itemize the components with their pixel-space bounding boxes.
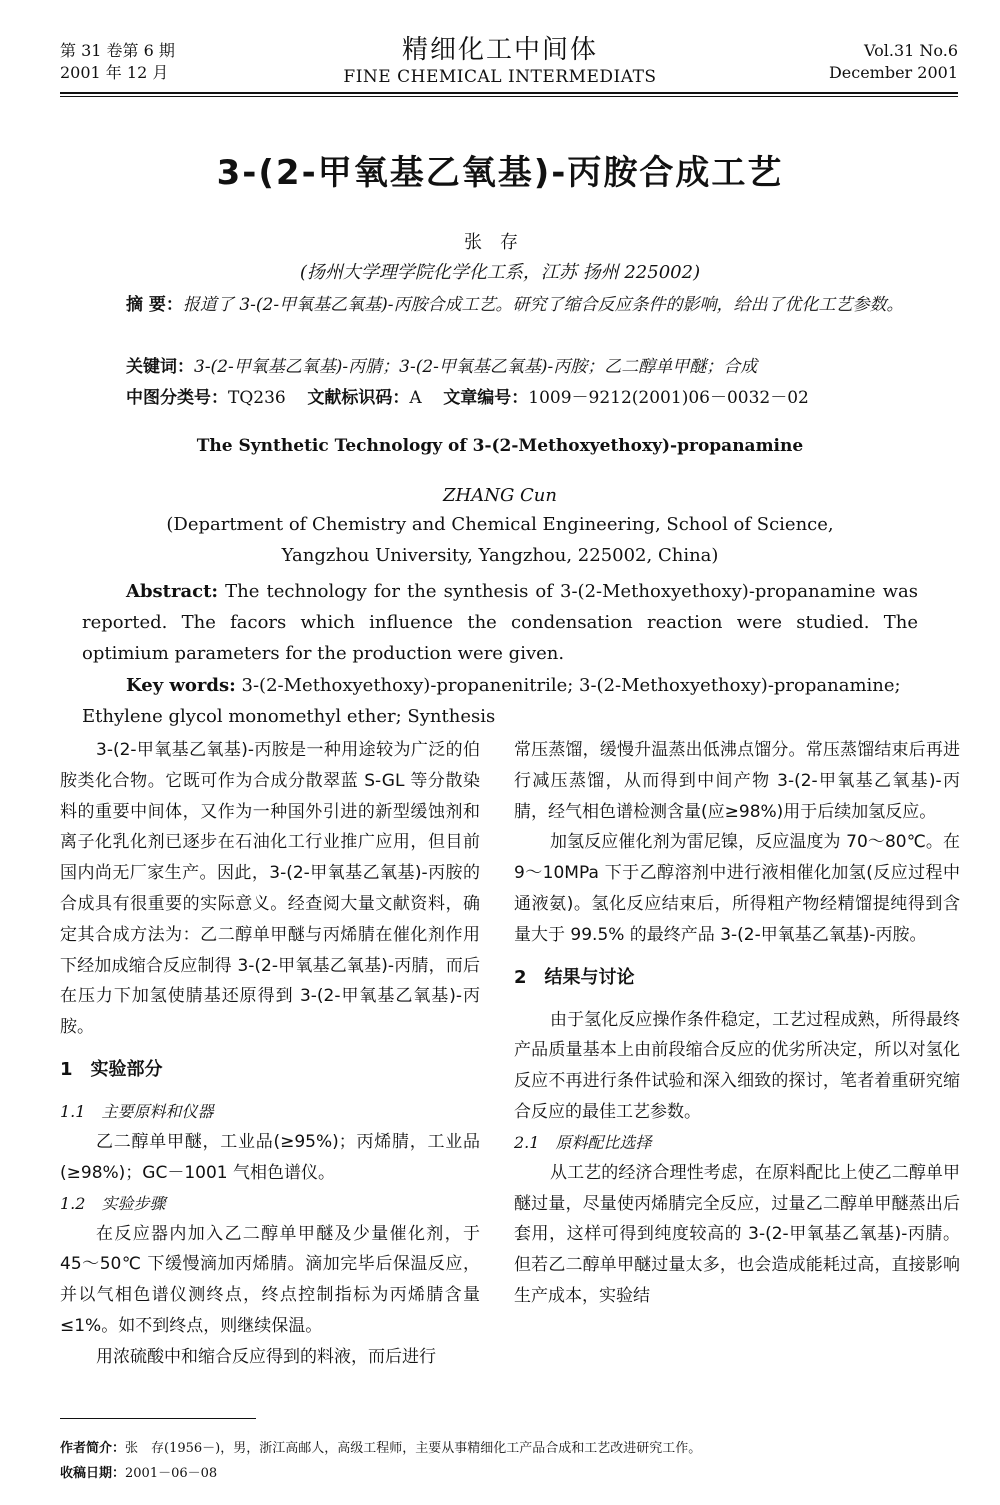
issue-cn: 第 31 卷第 6 期 [60, 41, 175, 60]
body-paragraph: 用浓硫酸中和缩合反应得到的料液，而后进行 [96, 1346, 436, 1367]
affiliation-en-line2: Yangzhou University, Yangzhou, 225002, China) [281, 545, 719, 566]
footnote-author-text: 张 存(1956－)，男，浙江高邮人，高级工程师，主要从事精细化工产品合成和工艺改进研究工作。 [125, 1441, 702, 1456]
date-cn: 2001 年 12 月 [60, 63, 169, 82]
subsection-heading: 1.2 实验步骤 [60, 1193, 166, 1213]
date-en: December 2001 [828, 63, 958, 82]
abstract-en-label: Abstract: [126, 581, 219, 602]
affiliation-en-line1: (Department of Chemistry and Chemical Engineering, School of Science, [166, 514, 834, 535]
abstract-cn-text: 报道了 3-(2-甲氧基乙氧基)-丙胺合成工艺。研究了缩合反应条件的影响，给出了优化工艺参数。 [182, 295, 904, 315]
clc-label: 中图分类号： [126, 388, 228, 408]
header-rule [60, 92, 958, 94]
classification-cn [82, 383, 918, 414]
body-column-right [514, 735, 960, 1312]
volume-en: Vol.31 No.6 [864, 41, 958, 60]
footnote-rule [60, 1418, 256, 1419]
section-heading: 1 实验部分 [60, 1058, 163, 1080]
keywords-cn-label: 关键词： [126, 357, 194, 377]
affiliation-cn: (扬州大学理学院化学化工系，江苏 扬州 225002) [299, 262, 701, 283]
doc-code-label: 文献标识码： [307, 388, 410, 408]
body-paragraph: 由于氢化反应操作条件稳定，工艺过程成熟，所得最终产品质量基本上由前段缩合反应的优劣所决定，所以对氢化反应不再进行条件试验和深入细致的探讨，笔者着重研究缩合反应的最佳工艺参数。 [514, 1009, 960, 1122]
body-paragraph: 从工艺的经济合理性考虑，在原料配比上使乙二醇单甲醚过量，尽量使丙烯腈完全反应，过量乙二醇单甲醚蒸出后套用，这样可得到纯度较高的 3-(2-甲氧基乙氧基)-丙腈。但若乙二醇单甲醚过量太多，也会造成能耗过高，直接影响生产成本，实验结 [514, 1162, 960, 1306]
body-column-left [60, 735, 480, 1373]
abstract-cn [82, 290, 918, 321]
footnote-received-text: 2001－06－08 [125, 1466, 218, 1481]
keywords-cn-text: 3-(2-甲氧基乙氧基)-丙腈；3-(2-甲氧基乙氧基)-丙胺；乙二醇单甲醚；合成 [194, 357, 758, 377]
author-en: ZHANG Cun [442, 485, 557, 506]
footnote-author [60, 1437, 958, 1461]
footnote-received [60, 1462, 958, 1486]
body-paragraph: 在反应器内加入乙二醇单甲醚及少量催化剂，于 45～50℃ 下缓慢滴加丙烯腈。滴加完毕后保温反应，并以气相色谱仪测终点，终点控制指标为丙烯腈含量≤1%。如不到终点，则继续保温。 [60, 1223, 480, 1336]
keywords-en-text: 3-(2-Methoxyethoxy)-propanenitrile; 3-(2-Methoxyethoxy)-propanamine; Ethylene glycol monomethyl ether; Synthesis [82, 675, 901, 727]
body-paragraph: 常压蒸馏，缓慢升温蒸出低沸点馏分。常压蒸馏结束后再进行减压蒸馏，从而得到中间产物 3-(2-甲氧基乙氧基)-丙腈，经气相色谱检测含量(应≥98%)用于后续加氢反应。 [514, 740, 960, 822]
journal-title-en: FINE CHEMICAL INTERMEDIATS [343, 67, 657, 87]
paper-title-cn: 3-(2-甲氧基乙氧基)-丙胺合成工艺 [216, 153, 784, 193]
journal-title-cn: 精细化工中间体 [401, 35, 598, 65]
abstract-cn-label: 摘 要： [126, 295, 183, 315]
body-paragraph: 3-(2-甲氧基乙氧基)-丙胺是一种用途较为广泛的伯胺类化合物。它既可作为合成分散翠蓝 S-GL 等分散染料的重要中间体，又作为一种国外引进的新型缓蚀剂和离子化乳化剂已逐步在石油化工行业推广应用，但目前国内尚无厂家生产。因此，3-(2-甲氧基乙氧基)-丙胺的合成具有很重要的实际意义。经查阅大量文献资料，确定其合成方法为：乙二醇单甲醚与丙烯腈在催化剂作用下经加成缩合反应制得 3-(2-甲氧基乙氧基)-丙腈，而后在压力下加氢使腈基还原得到 3-(2-甲氧基乙氧基)-丙胺。 [60, 740, 480, 1038]
doc-code-value: A [409, 388, 422, 408]
article-no-label: 文章编号： [443, 388, 529, 408]
keywords-en-label: Key words: [126, 675, 236, 696]
paper-title-en: The Synthetic Technology of 3-(2-Methoxyethoxy)-propanamine [196, 436, 804, 456]
footnote-received-label: 收稿日期： [60, 1466, 126, 1481]
author-cn: 张存 [464, 232, 536, 253]
running-header-right [829, 40, 958, 84]
header-rule-thin [60, 96, 958, 97]
section-heading: 2 结果与讨论 [514, 966, 635, 988]
clc-value: TQ236 [228, 388, 286, 408]
body-paragraph: 加氢反应催化剂为雷尼镍，反应温度为 70～80℃。在 9～10MPa 下于乙醇溶剂中进行液相催化加氢(反应过程中通液氨)。氢化反应结束后，所得粗产物经精馏提纯得到含量大于 99.5% 的最终产品 3-(2-甲氧基乙氧基)-丙胺。 [514, 832, 960, 945]
keywords-en [82, 670, 918, 732]
keywords-cn [82, 352, 918, 383]
body-paragraph: 乙二醇单甲醚，工业品(≥95%)；丙烯腈，工业品(≥98%)；GC－1001 气相色谱仪。 [60, 1131, 480, 1183]
subsection-heading: 2.1 原料配比选择 [514, 1132, 652, 1152]
subsection-heading: 1.1 主要原料和仪器 [60, 1101, 214, 1121]
abstract-en [82, 576, 918, 669]
article-no-value: 1009－9212(2001)06－0032－02 [528, 388, 809, 408]
abstract-en-text: The technology for the synthesis of 3-(2-Methoxyethoxy)-propanamine was reported. The facors which influence the condensation reaction were studied. The optimium parameters for the production were given. [82, 581, 918, 664]
footnote-author-label: 作者简介： [60, 1441, 126, 1456]
